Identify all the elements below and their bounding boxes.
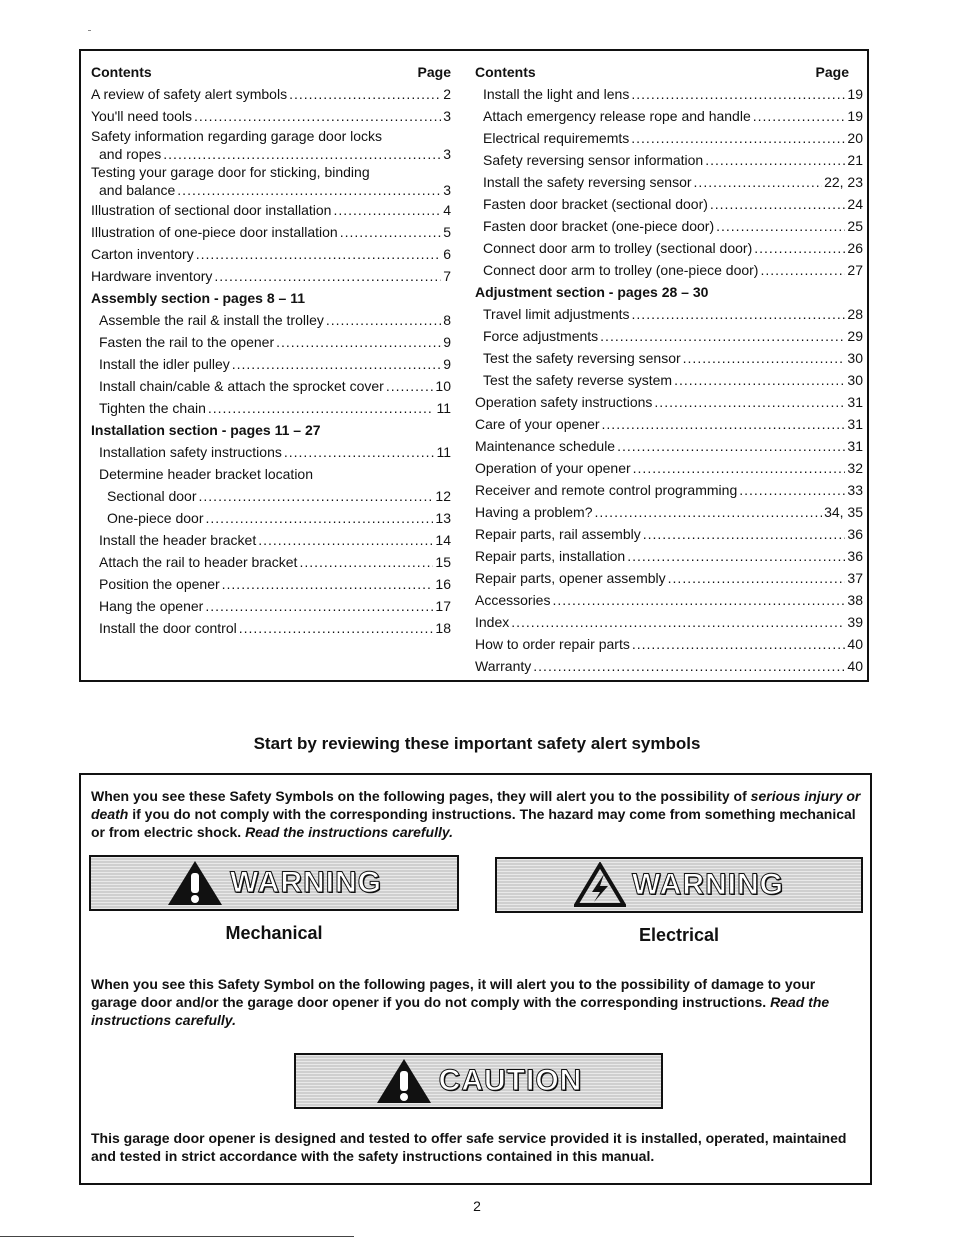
toc-left-header xyxy=(91,61,451,83)
leader-dots xyxy=(716,215,845,237)
leader-dots xyxy=(668,567,846,589)
toc-entry-page: 19 xyxy=(847,86,863,102)
toc-row xyxy=(475,457,863,479)
toc-row xyxy=(91,529,451,551)
toc-entry-page: 36 xyxy=(847,526,863,542)
toc-row xyxy=(91,419,451,441)
leader-dots xyxy=(276,331,441,353)
toc-entry-label: Attach the rail to header bracket xyxy=(99,554,298,570)
leader-dots xyxy=(199,485,434,507)
leader-dots xyxy=(299,551,433,573)
toc-row xyxy=(91,551,451,573)
toc-row xyxy=(475,435,863,457)
toc-entry-label: Install the header bracket xyxy=(99,532,257,548)
toc-entry-page: 27 xyxy=(847,262,863,278)
toc-entry-label: Carton inventory xyxy=(91,246,194,262)
toc-entry-page: 5 xyxy=(443,224,451,240)
toc-entry-label: Tighten the chain xyxy=(99,400,206,416)
toc-entry-page: 9 xyxy=(443,356,451,372)
toc-entry-label: Accessories xyxy=(475,592,551,608)
leader-dots xyxy=(754,237,845,259)
toc-row xyxy=(91,163,451,199)
toc-row xyxy=(91,507,451,529)
leader-dots xyxy=(206,507,434,529)
toc-row xyxy=(475,391,863,413)
para-text: if you do not comply with the corresponding instructions. The hazard may come from something mechanical or from electric shock. xyxy=(91,806,856,840)
leader-dots xyxy=(386,375,434,397)
scan-speck xyxy=(88,30,91,31)
toc-row xyxy=(91,243,451,265)
toc-entry-page: 31 xyxy=(847,394,863,410)
leader-dots xyxy=(595,501,823,523)
caution-banner xyxy=(294,1053,663,1109)
toc-entry-page: 31 xyxy=(847,416,863,432)
toc-entry-label: Having a problem? xyxy=(475,504,593,520)
toc-row xyxy=(475,127,863,149)
toc-row xyxy=(91,463,451,485)
toc-entry-label: Install chain/cable & attach the sprocket cover xyxy=(99,378,384,394)
toc-page-label: Page xyxy=(417,64,451,80)
toc-entry-label: Operation safety instructions xyxy=(475,394,653,410)
toc-row xyxy=(475,479,863,501)
toc-entry-page: 2 xyxy=(443,86,451,102)
toc-row xyxy=(475,545,863,567)
toc-row xyxy=(91,265,451,287)
safety-intro-paragraph xyxy=(91,787,861,841)
toc-entry-label: Safety reversing sensor information xyxy=(483,152,704,168)
toc-entry-page: 13 xyxy=(435,510,451,526)
caution-word: CAUTION xyxy=(438,1064,583,1097)
para-text: When you see these Safety Symbols on the following pages, they will alert you to the possibility of xyxy=(91,788,747,804)
toc-entry-page: 33 xyxy=(847,482,863,498)
toc-entry-label: Repair parts, rail assembly xyxy=(475,526,641,542)
toc-entry-label: Installation safety instructions xyxy=(99,444,282,460)
leader-dots xyxy=(196,243,441,265)
leader-dots xyxy=(631,83,845,105)
toc-row xyxy=(91,353,451,375)
toc-right-header xyxy=(475,61,863,83)
toc-row xyxy=(475,501,863,523)
warning-electrical-banner xyxy=(495,857,863,913)
toc-entry-page: 26 xyxy=(847,240,863,256)
toc-entry-label: Repair parts, opener assembly xyxy=(475,570,666,586)
toc-entry-label: Fasten door bracket (one-piece door) xyxy=(483,218,715,234)
toc-entry-page: 8 xyxy=(443,312,451,328)
toc-row xyxy=(91,441,451,463)
leader-dots xyxy=(694,171,823,193)
toc-entry-label: You'll need tools xyxy=(91,108,193,124)
toc-contents-label: Contents xyxy=(475,64,536,80)
toc-row xyxy=(475,567,863,589)
toc-section-heading: Installation section - pages 11 – 27 xyxy=(91,422,321,438)
leader-dots xyxy=(232,353,441,375)
toc-entry-page: 34, 35 xyxy=(824,504,863,520)
leader-dots xyxy=(632,303,846,325)
toc-row xyxy=(91,127,451,163)
toc-entry-label: Illustration of sectional door installation xyxy=(91,202,332,218)
toc-entry-page: 30 xyxy=(847,350,863,366)
toc-entry-label: Illustration of one-piece door installation xyxy=(91,224,338,240)
toc-row xyxy=(475,215,863,237)
toc-entry-label: Determine header bracket location xyxy=(99,466,314,482)
toc-entry-label: Receiver and remote control programming xyxy=(475,482,738,498)
toc-entry-page: 28 xyxy=(847,306,863,322)
toc-entry-page: 14 xyxy=(435,532,451,548)
toc-entry-label: Attach emergency release rope and handle xyxy=(483,108,751,124)
toc-entry-label: Install the idler pulley xyxy=(99,356,230,372)
toc-entry-page: 30 xyxy=(847,372,863,388)
toc-entry-page: 17 xyxy=(435,598,451,614)
leader-dots xyxy=(284,441,435,463)
toc-entry-page: 9 xyxy=(443,334,451,350)
toc-row xyxy=(475,303,863,325)
toc-entry-page: 19 xyxy=(847,108,863,124)
toc-entry-page: 4 xyxy=(443,202,451,218)
table-of-contents xyxy=(79,49,869,682)
toc-entry-page: 40 xyxy=(847,658,863,674)
toc-row xyxy=(475,325,863,347)
electrical-caption: Electrical xyxy=(638,925,720,945)
toc-right-column xyxy=(475,61,863,677)
warning-word: WARNING xyxy=(632,868,784,901)
toc-row xyxy=(475,83,863,105)
leader-dots xyxy=(222,573,434,595)
leader-dots xyxy=(631,127,845,149)
toc-entry-label: Connect door arm to trolley (sectional door) xyxy=(483,240,753,256)
exclamation-triangle-icon xyxy=(375,1057,433,1105)
toc-entry-label: How to order repair parts xyxy=(475,636,630,652)
exclamation-triangle-icon xyxy=(166,859,224,907)
toc-entry-page: 36 xyxy=(847,548,863,564)
toc-row xyxy=(475,193,863,215)
toc-entry-label: Install the light and lens xyxy=(483,86,630,102)
toc-entry-page: 7 xyxy=(443,268,451,284)
toc-entry-label: A review of safety alert symbols xyxy=(91,86,288,102)
toc-entry-label: One-piece door xyxy=(107,510,204,526)
toc-entry-label: Force adjustments xyxy=(483,328,599,344)
toc-entry-page: 3 xyxy=(443,146,451,162)
toc-entry-page: 38 xyxy=(847,592,863,608)
toc-entry-page: 3 xyxy=(443,108,451,124)
toc-entry-label: Hardware inventory xyxy=(91,268,213,284)
leader-dots xyxy=(511,611,845,633)
leader-dots xyxy=(239,617,434,639)
toc-entry-label: Install the safety reversing sensor xyxy=(483,174,692,190)
leader-dots xyxy=(214,265,441,287)
toc-entry-page: 25 xyxy=(847,218,863,234)
toc-row xyxy=(475,237,863,259)
leader-dots xyxy=(208,397,435,419)
toc-row xyxy=(475,523,863,545)
page-number: 2 xyxy=(473,1198,481,1214)
toc-row xyxy=(91,375,451,397)
toc-entry-label: Warranty xyxy=(475,658,532,674)
toc-entry-label: Test the safety reverse system xyxy=(483,372,673,388)
toc-row xyxy=(475,369,863,391)
toc-row xyxy=(91,397,451,419)
toc-entry-label: Fasten the rail to the opener xyxy=(99,334,275,350)
toc-row xyxy=(91,485,451,507)
leader-dots xyxy=(633,457,846,479)
toc-entry-page: 24 xyxy=(847,196,863,212)
toc-entry-page: 39 xyxy=(847,614,863,630)
toc-entry-label: Testing your garage door for sticking, binding xyxy=(91,164,370,180)
toc-entry-page: 22, 23 xyxy=(824,174,863,190)
leader-dots xyxy=(705,149,845,171)
leader-dots xyxy=(205,595,433,617)
toc-left-column xyxy=(91,61,451,639)
toc-entry-label: Install the door control xyxy=(99,620,237,636)
toc-row xyxy=(475,655,863,677)
toc-entry-page: 11 xyxy=(436,444,451,460)
leader-dots xyxy=(602,413,846,435)
toc-contents-label: Contents xyxy=(91,64,152,80)
toc-row xyxy=(91,221,451,243)
toc-entry-label: Operation of your opener xyxy=(475,460,631,476)
leader-dots xyxy=(739,479,845,501)
leader-dots xyxy=(289,83,441,105)
toc-row xyxy=(475,633,863,655)
leader-dots xyxy=(552,589,845,611)
toc-entry-page: 12 xyxy=(435,488,451,504)
toc-entry-page: 29 xyxy=(847,328,863,344)
toc-entry-label: Assemble the rail & install the trolley xyxy=(99,312,324,328)
toc-row xyxy=(475,589,863,611)
para-emphasis: Read the instructions carefully. xyxy=(91,994,830,1028)
leader-dots xyxy=(654,391,845,413)
toc-entry-label: Index xyxy=(475,614,510,630)
toc-row xyxy=(91,573,451,595)
toc-entry-label: and ropes xyxy=(99,146,162,162)
leader-dots xyxy=(683,347,846,369)
leader-dots xyxy=(710,193,846,215)
toc-row xyxy=(475,347,863,369)
toc-entry-page: 11 xyxy=(436,400,451,416)
toc-row xyxy=(91,83,451,105)
toc-entry-page: 37 xyxy=(847,570,863,586)
toc-page-label: Page xyxy=(815,64,849,80)
leader-dots xyxy=(533,655,845,677)
leader-dots xyxy=(163,145,441,163)
leader-dots xyxy=(194,105,441,127)
toc-row xyxy=(91,331,451,353)
service-paragraph: This garage door opener is designed and tested to offer safe service provided it is installed, operated, maintained and tested in strict accordance with the safety instructions contained in this manual. xyxy=(91,1130,847,1164)
toc-row xyxy=(475,259,863,281)
caution-intro-paragraph xyxy=(91,975,861,1029)
toc-entry-label: Travel limit adjustments xyxy=(483,306,630,322)
toc-entry-label: and balance xyxy=(99,182,176,198)
toc-entry-page: 21 xyxy=(847,152,863,168)
toc-entry-label: Maintenance schedule xyxy=(475,438,616,454)
leader-dots xyxy=(674,369,845,391)
leader-dots xyxy=(326,309,441,331)
toc-entry-label: Repair parts, installation xyxy=(475,548,626,564)
toc-entry-label: Test the safety reversing sensor xyxy=(483,350,681,366)
toc-entry-page: 18 xyxy=(435,620,451,636)
safety-heading: Start by reviewing these important safety alert symbols xyxy=(253,734,701,753)
toc-entry-label: Hang the opener xyxy=(99,598,204,614)
para-text: When you see this Safety Symbol on the following pages, it will alert you to the possibility of damage to your garage door and/or the garage door opener if you do not comply with the corresponding instructions. xyxy=(91,976,816,1010)
toc-entry-page: 15 xyxy=(435,554,451,570)
warning-mechanical-banner xyxy=(89,855,459,911)
warning-word: WARNING xyxy=(230,866,382,899)
para-emphasis: Read the instructions carefully. xyxy=(245,824,454,840)
toc-entry-label: Fasten door bracket (sectional door) xyxy=(483,196,708,212)
toc-entry-page: 32 xyxy=(847,460,863,476)
toc-row xyxy=(91,595,451,617)
toc-entry-page: 20 xyxy=(847,130,863,146)
toc-row xyxy=(475,171,863,193)
toc-entry-label: Connect door arm to trolley (one-piece door) xyxy=(483,262,759,278)
lightning-triangle-icon xyxy=(574,862,626,908)
toc-row xyxy=(91,617,451,639)
toc-row xyxy=(475,105,863,127)
toc-entry-page: 3 xyxy=(443,182,451,198)
toc-row xyxy=(475,611,863,633)
toc-row xyxy=(475,413,863,435)
leader-dots xyxy=(627,545,845,567)
toc-entry-label: Care of your opener xyxy=(475,416,600,432)
toc-entry-label: Position the opener xyxy=(99,576,220,592)
toc-entry-page: 31 xyxy=(847,438,863,454)
toc-section-heading: Assembly section - pages 8 – 11 xyxy=(91,290,305,306)
toc-entry-label: Sectional door xyxy=(107,488,197,504)
leader-dots xyxy=(617,435,845,457)
leader-dots xyxy=(632,633,846,655)
leader-dots xyxy=(177,181,441,199)
para-emphasis: serious injury or death xyxy=(91,788,861,822)
toc-entry-label: Electrical requirememts xyxy=(483,130,630,146)
toc-section-heading: Adjustment section - pages 28 – 30 xyxy=(475,284,709,300)
toc-entry-page: 16 xyxy=(435,576,451,592)
leader-dots xyxy=(340,221,442,243)
toc-entry-label: Safety information regarding garage door locks xyxy=(91,128,383,144)
toc-row xyxy=(475,149,863,171)
toc-row xyxy=(91,199,451,221)
leader-dots xyxy=(760,259,845,281)
leader-dots xyxy=(258,529,433,551)
mechanical-caption: Mechanical xyxy=(225,923,323,943)
leader-dots xyxy=(333,199,441,221)
toc-row xyxy=(475,281,863,303)
toc-entry-page: 10 xyxy=(435,378,451,394)
leader-dots xyxy=(600,325,845,347)
safety-symbols-box xyxy=(79,773,872,1185)
leader-dots xyxy=(643,523,846,545)
toc-row xyxy=(91,287,451,309)
toc-entry-page: 40 xyxy=(847,636,863,652)
toc-row xyxy=(91,309,451,331)
toc-entry-page: 6 xyxy=(443,246,451,262)
toc-row xyxy=(91,105,451,127)
bottom-rule xyxy=(0,1236,354,1237)
leader-dots xyxy=(753,105,846,127)
